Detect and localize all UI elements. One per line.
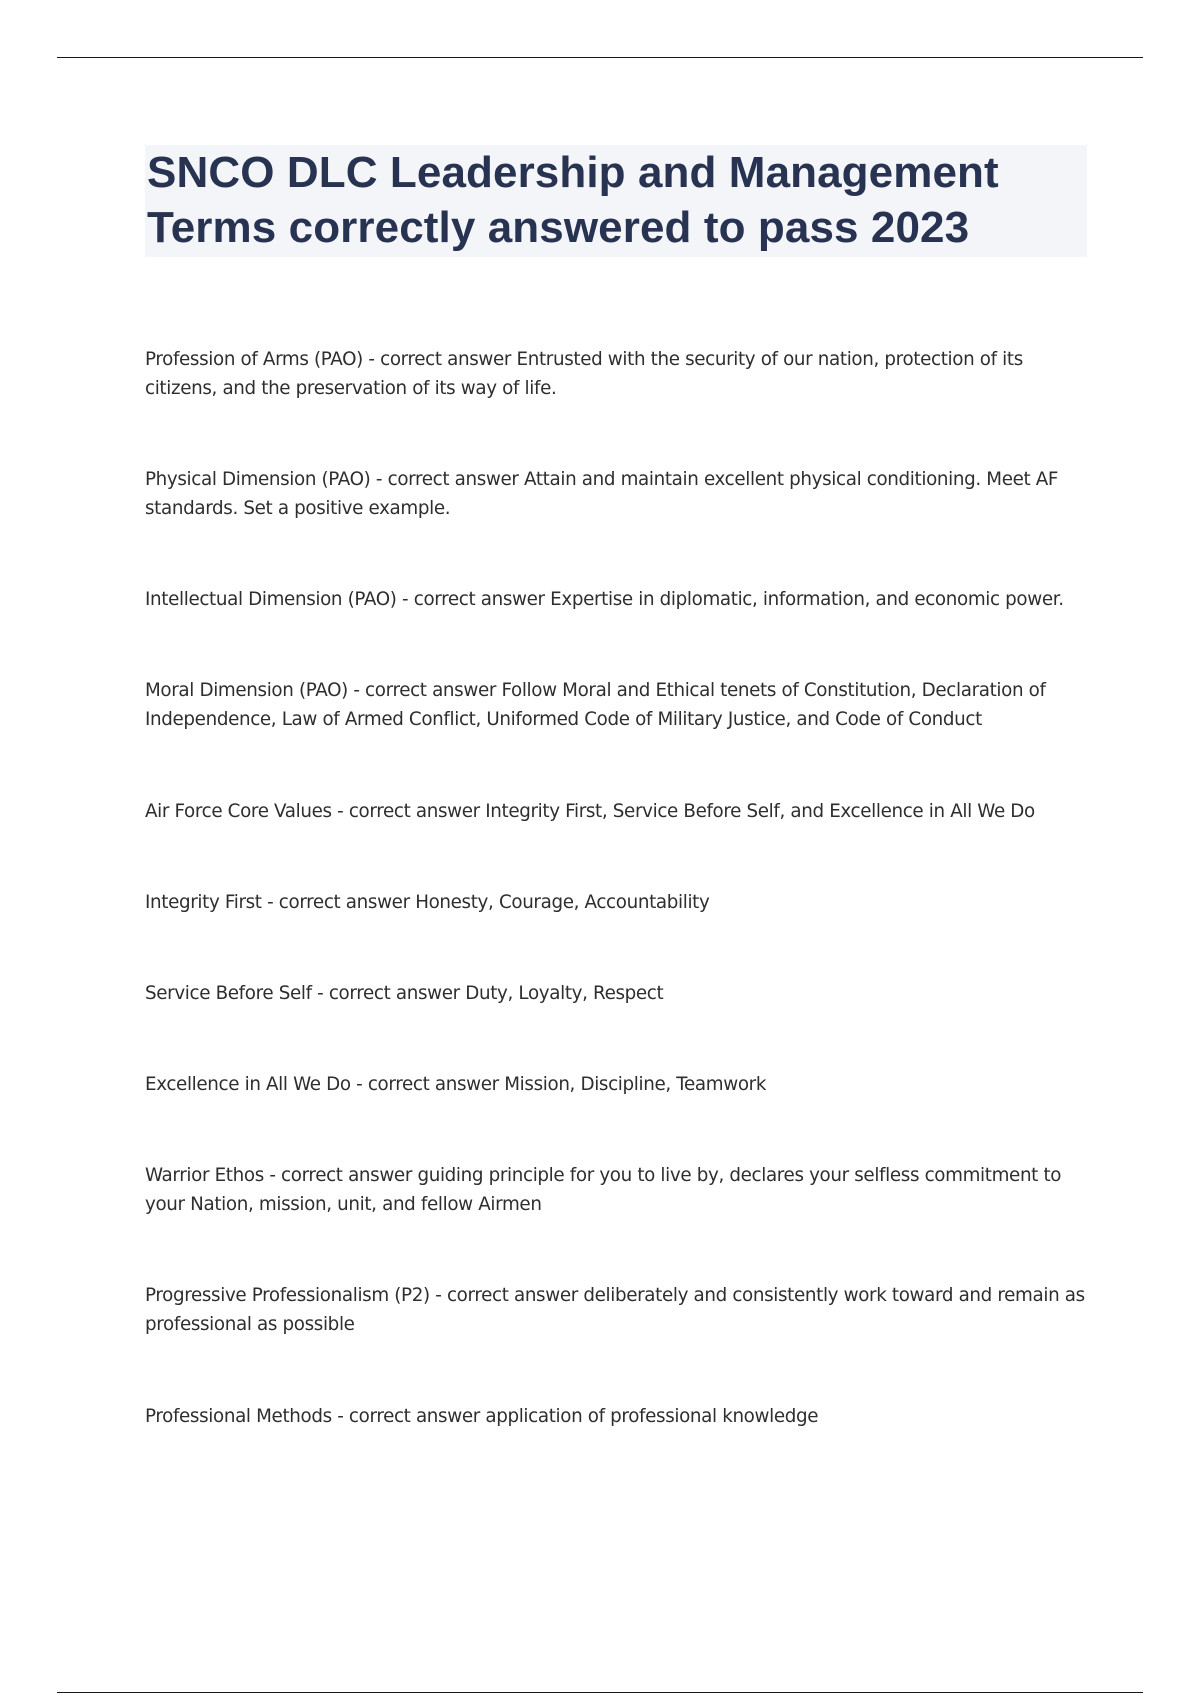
document-title: SNCO DLC Leadership and Management Terms correctly answered to pass 2023 <box>147 148 999 252</box>
term-entry: Intellectual Dimension (PAO) - correct answer Expertise in diplomatic, information, and economic power. <box>145 589 1064 610</box>
bottom-rule <box>57 1692 1143 1693</box>
term-entry: Moral Dimension (PAO) - correct answer Follow Moral and Ethical tenets of Constitution, Declaration of Independence, Law of Armed Conflict, Uniformed Code of Military Justice, and Code of Conduct <box>145 680 1046 730</box>
term-entry: Service Before Self - correct answer Duty, Loyalty, Respect <box>145 983 664 1004</box>
term-entry: Air Force Core Values - correct answer Integrity First, Service Before Self, and Excellence in All We Do <box>145 801 1035 822</box>
term-entry: Warrior Ethos - correct answer guiding principle for you to live by, declares your selfless commitment to your Nation, mission, unit, and fellow Airmen <box>145 1165 1062 1215</box>
term-entry: Profession of Arms (PAO) - correct answer Entrusted with the security of our nation, protection of its citizens, and the preservation of its way of life. <box>145 349 1023 399</box>
term-entry: Progressive Professionalism (P2) - correct answer deliberately and consistently work toward and remain as professional as possible <box>145 1285 1085 1335</box>
term-entry: Physical Dimension (PAO) - correct answer Attain and maintain excellent physical conditioning. Meet AF standards. Set a positive example. <box>145 469 1059 519</box>
title-block <box>145 145 1087 257</box>
term-entry: Integrity First - correct answer Honesty, Courage, Accountability <box>145 892 710 913</box>
term-entry: Excellence in All We Do - correct answer Mission, Discipline, Teamwork <box>145 1074 767 1095</box>
top-rule <box>57 57 1143 58</box>
term-entry: Professional Methods - correct answer application of professional knowledge <box>145 1406 819 1427</box>
